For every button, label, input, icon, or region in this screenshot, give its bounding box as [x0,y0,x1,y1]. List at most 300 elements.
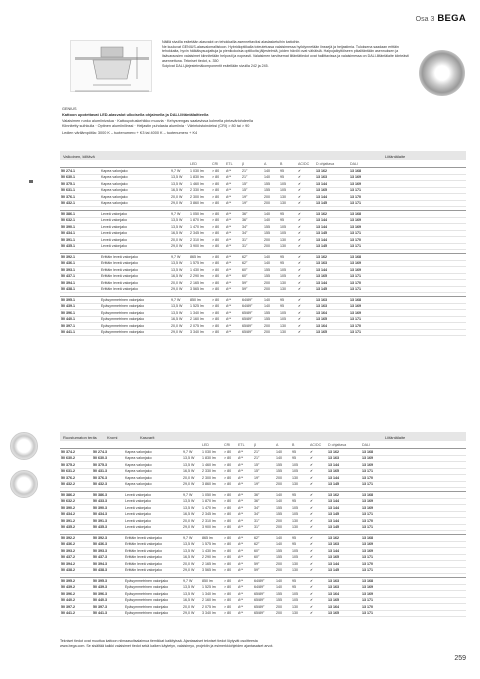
table-cell: 13 162 [327,449,361,456]
table-cell: 3 900 lm [201,524,223,531]
table-cell: 13 145 [315,243,349,250]
table-cell: A** [225,323,241,330]
table-cell: ✔ [309,561,327,568]
table-cell: A** [225,286,241,293]
table-cell: 50 630.1 [60,174,100,181]
table-cell: 50 441.3 [92,610,124,617]
table-cell: A** [237,468,253,475]
column-header: B [291,442,309,449]
table-cell: 13 165 [327,610,361,617]
table-cell: ✔ [309,597,327,604]
table-cell: 62° [253,535,275,542]
table-cell: 130 [279,200,297,207]
table-cell: 2 290 lm [189,273,211,280]
table-cell: 50 630.2 [60,455,92,462]
intro-paragraph: Soipivat DALI-järjestelmäkomponentit esitellään sivuilla 242 ja 245. [162,63,269,68]
table-cell: 13 165 [315,329,349,336]
table-cell: 13 168 [349,254,466,261]
table-cell: 50 390.1 [60,224,100,231]
table-cell: 13 145 [315,286,349,293]
table-cell: 2 160 lm [189,316,211,323]
table-cell: 13 165 [315,187,349,194]
table-cell: 50 630.3 [92,455,124,462]
table-cell: 850 lm [201,578,223,585]
table-cell: 13 165 [327,468,361,475]
product-family: GENIUS [62,107,77,111]
table-cell: A** [225,211,241,218]
table-cell: Leveä valonjako [100,211,170,218]
product-spec-line: Ledien värilämpötila: 3000 K – tuotenumero + K3 tai 4000 K – tuotenumero + K4 [62,131,198,135]
table-cell: Kapea valonjako [100,181,170,188]
table-cell: 13 171 [349,316,466,323]
table-cell: 13 144 [315,267,349,274]
table-cell: 200 [263,200,279,207]
table-cell: A** [237,449,253,456]
table-cell: Kapea valonjako [124,449,182,456]
table-cell: 34° [253,505,275,512]
table-cell: 13 168 [349,168,466,175]
table-cell: > 80 [211,187,225,194]
table-cell: 50 393.2 [60,548,92,555]
table-cell: 1 525 lm [201,584,223,591]
table-cell: 13 168 [349,297,466,304]
table-cell: 50 397.1 [60,323,100,330]
table-cell: 50 386.1 [60,211,100,218]
table-cell: 13 171 [361,468,466,475]
table-cell: A** [225,254,241,261]
table-cell: 95 [291,455,309,462]
variant-thumbnail-steel [10,432,38,460]
table-cell: 50 395.2 [60,578,92,585]
column-header: LED [189,161,211,168]
table-cell: 13 169 [361,541,466,548]
table-cell: 2 345 lm [189,230,211,237]
table-cell: 13 162 [315,211,349,218]
table-cell: A** [225,260,241,267]
column-header: D ohjattava [315,161,349,168]
table-cell: 13 144 [327,498,361,505]
table-cell: > 80 [223,524,237,531]
table-cell: 20,0 W [170,280,189,287]
table-cell: 13 144 [315,237,349,244]
table-cell: A** [237,548,253,555]
table-cell: 50 438.3 [92,567,124,574]
table-cell: 50 432.1 [60,200,100,207]
table-cell: 1 340 lm [201,591,223,598]
column-header: D ohjattava [327,442,361,449]
table-cell: 50 274.3 [92,449,124,456]
table-cell: 155 [275,462,291,469]
table-cell: ✔ [309,554,327,561]
table-cell: Kapea valonjako [100,200,170,207]
intro-paragraph: Ne kuuluvat GENIUS-alasvalomallistoon. Hybridioptiikalla toteutetussa valaisimessa hyödynnetään linssejä ja heijastimia. Tuloksena saadaan erittäin tehokkaita, hyvin häikäisysuojattuja ja pienikokoisia optiikoita jäljestelmiä, joiden häviöt ovat vähäisiä. Halpojaikyttöiseen pikalitäntään asennuksen ja lisävaraosien valaisimet kiinnitetään helposti ja nopeasti. Valaisimen tarvitsemat liitäntätiedot ovat hallittavissa ja valaisimessa on DALI-liitäntälaite kiinteästi asennettuna. Tekniset tiedot, s. 350 [162,44,409,63]
table-cell: ✔ [297,181,315,188]
table-cell: 13 145 [315,230,349,237]
table-cell: 1 870 lm [201,498,223,505]
table-cell: 155 [275,591,291,598]
table-cell: > 80 [223,468,237,475]
table-cell: A** [237,578,253,585]
table-cell: 155 [263,267,279,274]
table-cell: A** [237,481,253,488]
table-cell: > 80 [223,518,237,525]
column-header: β [253,442,275,449]
table-cell: 13 171 [349,286,466,293]
table-cell: 50 431.3 [92,468,124,475]
table-cell: > 80 [211,237,225,244]
table-cell: Erittäin leveä valonjako [124,548,182,555]
table-cell: 50 632.2 [60,498,92,505]
table-cell: 130 [279,280,297,287]
table-cell: ✔ [297,243,315,250]
table-cell: A** [237,505,253,512]
dimension-drawing [70,40,152,92]
table-cell: A** [225,217,241,224]
table-cell: 95 [279,174,297,181]
table-cell: 130 [291,475,309,482]
table-cell: A** [225,243,241,250]
table-cell: 9,7 W [182,492,201,499]
table-cell: 130 [279,194,297,201]
table-cell: 13 171 [349,243,466,250]
table-cell: > 80 [211,260,225,267]
table-cell: 50 441.2 [60,610,92,617]
table-cell: A** [237,541,253,548]
table-cell: > 80 [223,604,237,611]
table-cell: 200 [263,323,279,330]
table-cell: > 80 [211,273,225,280]
column-header: CRI [223,442,237,449]
table-cell: 13,5 W [182,548,201,555]
table-cell: ✔ [309,455,327,462]
table-cell: 50 440.2 [60,597,92,604]
table-cell: A** [237,498,253,505]
table-cell: 16,5 W [170,316,189,323]
table-cell: 19° [253,475,275,482]
table-cell: 36° [253,498,275,505]
table-cell: 15° [253,468,275,475]
page-number: 259 [454,655,466,662]
table-cell: 105 [291,548,309,555]
table-cell: A** [225,187,241,194]
table-cell: 2 300 lm [201,475,223,482]
table-cell: 1 050 lm [201,492,223,499]
table-cell: 13,5 W [170,174,189,181]
table-cell: 13,5 W [182,591,201,598]
luminaire-section-drawing [71,41,153,93]
column-header: DALI [349,161,466,168]
table-cell: > 80 [223,462,237,469]
table-cell: 59° [253,567,275,574]
table-cell: 200 [263,194,279,201]
table-cell: > 80 [211,200,225,207]
table-cell: 130 [279,243,297,250]
luminaire-photo [419,50,465,96]
table-cell: ✔ [297,323,315,330]
table-cell: 50 375.1 [60,181,100,188]
table-cell: Leveä valonjako [124,524,182,531]
column-header: CRI [211,161,225,168]
table-cell: 36° [241,211,263,218]
table-cell: ✔ [309,548,327,555]
table-cell: 50 432.2 [60,481,92,488]
table-cell: 13 163 [315,174,349,181]
table-cell: Kapea valonjako [100,194,170,201]
table-cell: ✔ [309,524,327,531]
table-cell: 50 396.1 [60,310,100,317]
table-cell: 13 170 [349,323,466,330]
table-cell: 13 171 [361,554,466,561]
product-table-white [60,161,466,336]
table-cell: 13 171 [349,273,466,280]
control-gear-label: Liitäntälaite [385,153,406,159]
table-cell: ✔ [297,217,315,224]
column-header: ETL [225,161,241,168]
table-cell: 13 144 [327,505,361,512]
table-cell: A** [237,475,253,482]
table-cell: 9,7 W [170,211,189,218]
table-cell: 13 169 [361,548,466,555]
table-cell: 3 860 lm [201,481,223,488]
table-cell: 13,5 W [182,498,201,505]
table-cell: 13 171 [349,329,466,336]
table-cell: 9,7 W [182,449,201,456]
table-cell: 105 [279,181,297,188]
table-cell: 21° [241,174,263,181]
table-cell: 95 [279,297,297,304]
table-cell: 155 [263,181,279,188]
table-cell: 95 [291,535,309,542]
table-cell: A** [225,273,241,280]
table-cell: 20,0 W [170,194,189,201]
table1-finish-bar [60,151,466,160]
table-cell: 13 162 [327,492,361,499]
table-cell: 1 460 lm [201,462,223,469]
table-cell: 105 [279,224,297,231]
table-cell: 50 435.2 [60,524,92,531]
table-cell: ✔ [309,462,327,469]
table-cell: Leveä valonjako [124,511,182,518]
table-cell: 9,7 W [182,535,201,542]
table-cell: 130 [291,524,309,531]
table-cell: A** [225,297,241,304]
table-cell: 13 171 [361,481,466,488]
table-cell: 15° [241,187,263,194]
table-cell: 13 144 [315,224,349,231]
table-cell: 19° [253,481,275,488]
table-cell: 50 376.2 [60,475,92,482]
table-cell: 140 [275,535,291,542]
table-cell: 140 [275,541,291,548]
table-row [60,610,466,617]
table-cell: 95 [279,254,297,261]
table-cell: 50 432.3 [92,481,124,488]
table-cell: 140 [275,578,291,585]
table-cell: Epäsymmetrinen valonjako [100,316,170,323]
table-cell: ✔ [309,481,327,488]
table-cell: 20,0 W [182,475,201,482]
table-cell: ✔ [297,303,315,310]
table-cell: ✔ [297,273,315,280]
table-cell: 13 171 [361,524,466,531]
table-cell: > 80 [211,280,225,287]
table-cell: ✔ [297,310,315,317]
table-cell: 29,0 W [170,286,189,293]
table-cell: 105 [279,316,297,323]
table-cell: 1 830 lm [201,455,223,462]
table-cell: 13 145 [315,200,349,207]
table-cell: 29,0 W [170,243,189,250]
table-cell: Leveä valonjako [100,224,170,231]
table-cell: 130 [291,561,309,568]
table-cell: 105 [291,597,309,604]
table-cell: 95 [291,578,309,585]
table-cell: 13 169 [349,310,466,317]
table-cell: > 80 [223,548,237,555]
table-cell: 50 394.1 [60,280,100,287]
table-cell: 3 565 lm [189,286,211,293]
table-cell: Kapea valonjako [124,462,182,469]
table-cell: Kapea valonjako [124,455,182,462]
table-cell: 105 [279,230,297,237]
table-cell: Epäsymmetrinen valonjako [100,329,170,336]
table-cell: 62° [241,260,263,267]
table-cell: 105 [279,187,297,194]
table-cell: 16,5 W [182,597,201,604]
table-cell: 13 165 [327,597,361,604]
table-cell: 1 430 lm [201,548,223,555]
table-cell: 16,5 W [170,230,189,237]
table-cell: 130 [291,518,309,525]
table-cell: 13 170 [361,475,466,482]
table-cell: > 80 [211,329,225,336]
intro-paragraph: Näillä sivuilla esitetään alasvalot on tehokkailla asennettaviksi alaslasketuihin kattoihin. [162,40,301,44]
table-cell: 50 434.1 [60,230,100,237]
table-cell: 2 075 lm [201,604,223,611]
table-cell: 155 [263,273,279,280]
table-cell: 13 163 [315,303,349,310]
column-header: ETL [237,442,253,449]
table-cell: 36° [241,217,263,224]
table-cell: ✔ [297,224,315,231]
table-cell: A** [237,584,253,591]
table-cell: 65/89° [241,323,263,330]
table-cell: 34° [241,230,263,237]
table-cell: 50 395.3 [92,578,124,585]
table-cell: 200 [275,610,291,617]
table-cell: 50 386.2 [60,492,92,499]
table-cell: 50 375.2 [60,462,92,469]
table-cell: 65/89° [253,604,275,611]
table-cell: 13,5 W [170,303,189,310]
table-cell: ✔ [297,168,315,175]
table-cell: 50 436.2 [60,541,92,548]
table-cell: 1 470 lm [201,505,223,512]
table-cell: 50 434.3 [92,511,124,518]
table-cell: 13 169 [361,498,466,505]
table-cell: ✔ [309,591,327,598]
table-cell: 50 393.3 [92,548,124,555]
table-cell: 2 345 lm [201,511,223,518]
table-cell: 13 144 [327,462,361,469]
table-cell: ✔ [297,267,315,274]
table-cell: 13 168 [361,449,466,456]
table-cell: 105 [279,273,297,280]
table-cell: 865 lm [189,254,211,261]
table-cell: 2 310 lm [201,518,223,525]
table-cell: 50 439.1 [60,303,100,310]
table-cell: 64/89° [253,578,275,585]
finish-label: Ruostumaton teräs [63,434,97,440]
table-cell: 50 394.3 [92,561,124,568]
table-cell: 850 lm [189,297,211,304]
table-cell: 50 435.1 [60,243,100,250]
table-cell: 13 170 [349,280,466,287]
page-header [416,13,466,24]
table-cell: 155 [263,310,279,317]
table-cell: 130 [291,481,309,488]
table-cell: > 80 [211,174,225,181]
table-cell: 13 171 [349,200,466,207]
table-cell: 155 [275,511,291,518]
table-cell: 13 169 [361,505,466,512]
table-cell: Epäsymmetrinen valonjako [100,310,170,317]
table-cell: 200 [275,475,291,482]
table-cell: A** [237,610,253,617]
table-cell: 13,5 W [182,455,201,462]
table-cell: Leveä valonjako [124,518,182,525]
table-cell: A** [225,316,241,323]
table-cell: > 80 [211,323,225,330]
table-cell: 59° [241,286,263,293]
table-cell: > 80 [223,498,237,505]
table-cell: > 80 [223,584,237,591]
table-cell: A** [237,492,253,499]
table-cell: Leveä valonjako [100,243,170,250]
table-cell: > 80 [223,535,237,542]
table-cell: 50 439.3 [92,584,124,591]
table-cell: 16,5 W [182,554,201,561]
column-header: B [279,161,297,168]
table-cell: Kapea valonjako [100,168,170,175]
table-cell: A** [237,554,253,561]
table-cell: Leveä valonjako [124,498,182,505]
table-cell: Epäsymmetrinen valonjako [124,604,182,611]
table-cell: 62° [253,541,275,548]
table-cell: > 80 [223,597,237,604]
table-cell: 16,5 W [182,468,201,475]
product-description [62,107,462,136]
table-cell: Erittäin leveä valonjako [100,254,170,261]
table-cell: 13 169 [361,591,466,598]
table-cell: Erittäin leveä valonjako [124,554,182,561]
table-cell: 13 169 [349,303,466,310]
table-cell: > 80 [223,455,237,462]
table-cell: 2 160 lm [201,597,223,604]
table-cell: 65/89° [241,316,263,323]
column-header: LED [201,442,223,449]
table-cell: 130 [279,329,297,336]
table-cell: A** [225,200,241,207]
table-cell: 3 565 lm [201,567,223,574]
table-cell: 3 340 lm [201,610,223,617]
table-cell: 50 392.1 [60,254,100,261]
table-cell: 1 830 lm [189,174,211,181]
table-cell: ✔ [297,297,315,304]
table-cell: 2 330 lm [201,468,223,475]
table-cell: > 80 [223,475,237,482]
table-cell: 13 144 [327,475,361,482]
